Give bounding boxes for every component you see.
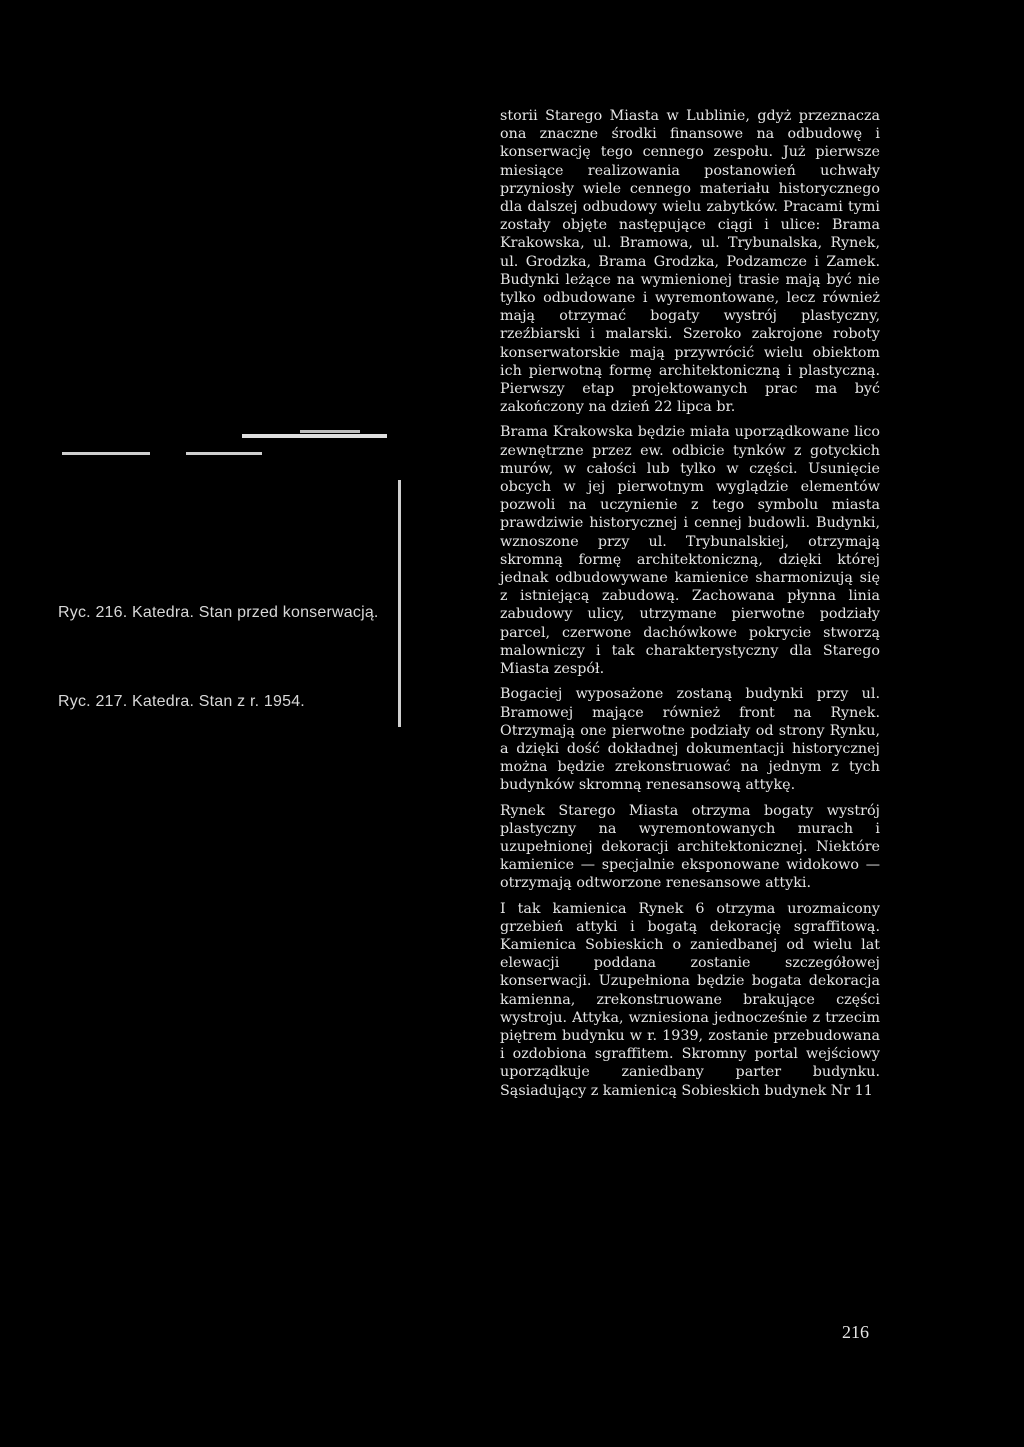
page-number: 216 xyxy=(842,1322,869,1342)
paragraph-5: I tak kamienica Rynek 6 otrzyma urozmaicony grzebień attyki i bogatą dekorację sgraffitową. Kamienica Sobieskich o zaniedbanej od wielu lat elewacji poddana zostanie szczegółowej konserwacji. Uzupełniona będzie bogata dekoracja kamienna, zrekonstruowane brakujące części wystroju. Attyka, wzniesiona jednocześnie z trzecim piętrem budynku w r. 1939, zostanie przebudowana i ozdobiona sgraffitem. Skromny portal wejściowy uporządkuje zaniedbany parter budynku. Sąsiadujący z kamienicą Sobieskich budynek Nr 11 xyxy=(500,900,880,1099)
caption-fig216: Ryc. 216. Katedra. Stan przed konserwacją. xyxy=(58,604,379,621)
paragraph-2: Brama Krakowska będzie miała uporządkowane lico zewnętrzne przez ew. odbicie tynków z gotyckich murów, w całości lub tylko w części. Usunięcie obcych w jej pierwotnym wyglądzie elementów pozwoli na uczynienie z tego symbolu miasta prawdziwie historycznej i cennej budowli. Budynki, wznoszone przy ul. Trybunalskiej, otrzymają skromną formę architektoniczną, dzięki której jednak odbudowywane kamienice sharmonizują się z istniejącą zabudową. Zachowana płynna linia zabudowy ulicy, utrzymane pierwotne podziały parcel, czerwone dachówkowe pokrycie stworzą malowniczy i tak charakterystyczny dla Starego Miasta zespół. xyxy=(500,424,880,678)
body-text-column xyxy=(500,107,880,1107)
paragraph-3: Bogaciej wyposażone zostaną budynki przy ul. Bramowej mające również front na Rynek. Otrzymają one pierwotne podziały od strony Rynku, a dzięki dość dokładnej dokumentacji historycznej można będzie zrekonstruować na jednym z tych budynków skromną renesansową attykę. xyxy=(500,686,880,794)
paragraph-1: storii Starego Miasta w Lublinie, gdyż przeznacza ona znaczne środki finansowe na odbudowę i konserwację tego cennego zespołu. Już pierwsze miesiące realizowania postanowień uchwały przyniosły wiele cennego materiału historycznego dla dalszej odbudowy wielu zabytków. Pracami tymi zostały objęte następujące ciągi i ulice: Brama Krakowska, ul. Bramowa, ul. Trybunalska, Rynek, ul. Grodzka, Brama Grodzka, Podzamcze i Zamek. Budynki leżące na wymienionej trasie mają być nie tylko odbudowane i wyremontowane, lecz również mają otrzymać bogaty wystrój plastyczny, rzeźbiarski i malarski. Szeroko zakrojone roboty konserwatorskie mają przywrócić wielu obiektom ich pierwotną formę architektoniczną i plastyczną. Pierwszy etap projektowanych prac ma być zakończony na dzień 22 lipca br. xyxy=(500,108,880,416)
photo-area xyxy=(0,0,470,1447)
paragraph-4: Rynek Starego Miasta otrzyma bogaty wystrój plastyczny na wyremontowanych murach i uzupełnionej dekoracji architektonicznej. Niektóre kamienice — specjalnie eksponowane widokowo — otrzymają odtworzone renesansowe attyki. xyxy=(500,802,880,892)
caption-fig217: Ryc. 217. Katedra. Stan z r. 1954. xyxy=(58,693,305,710)
